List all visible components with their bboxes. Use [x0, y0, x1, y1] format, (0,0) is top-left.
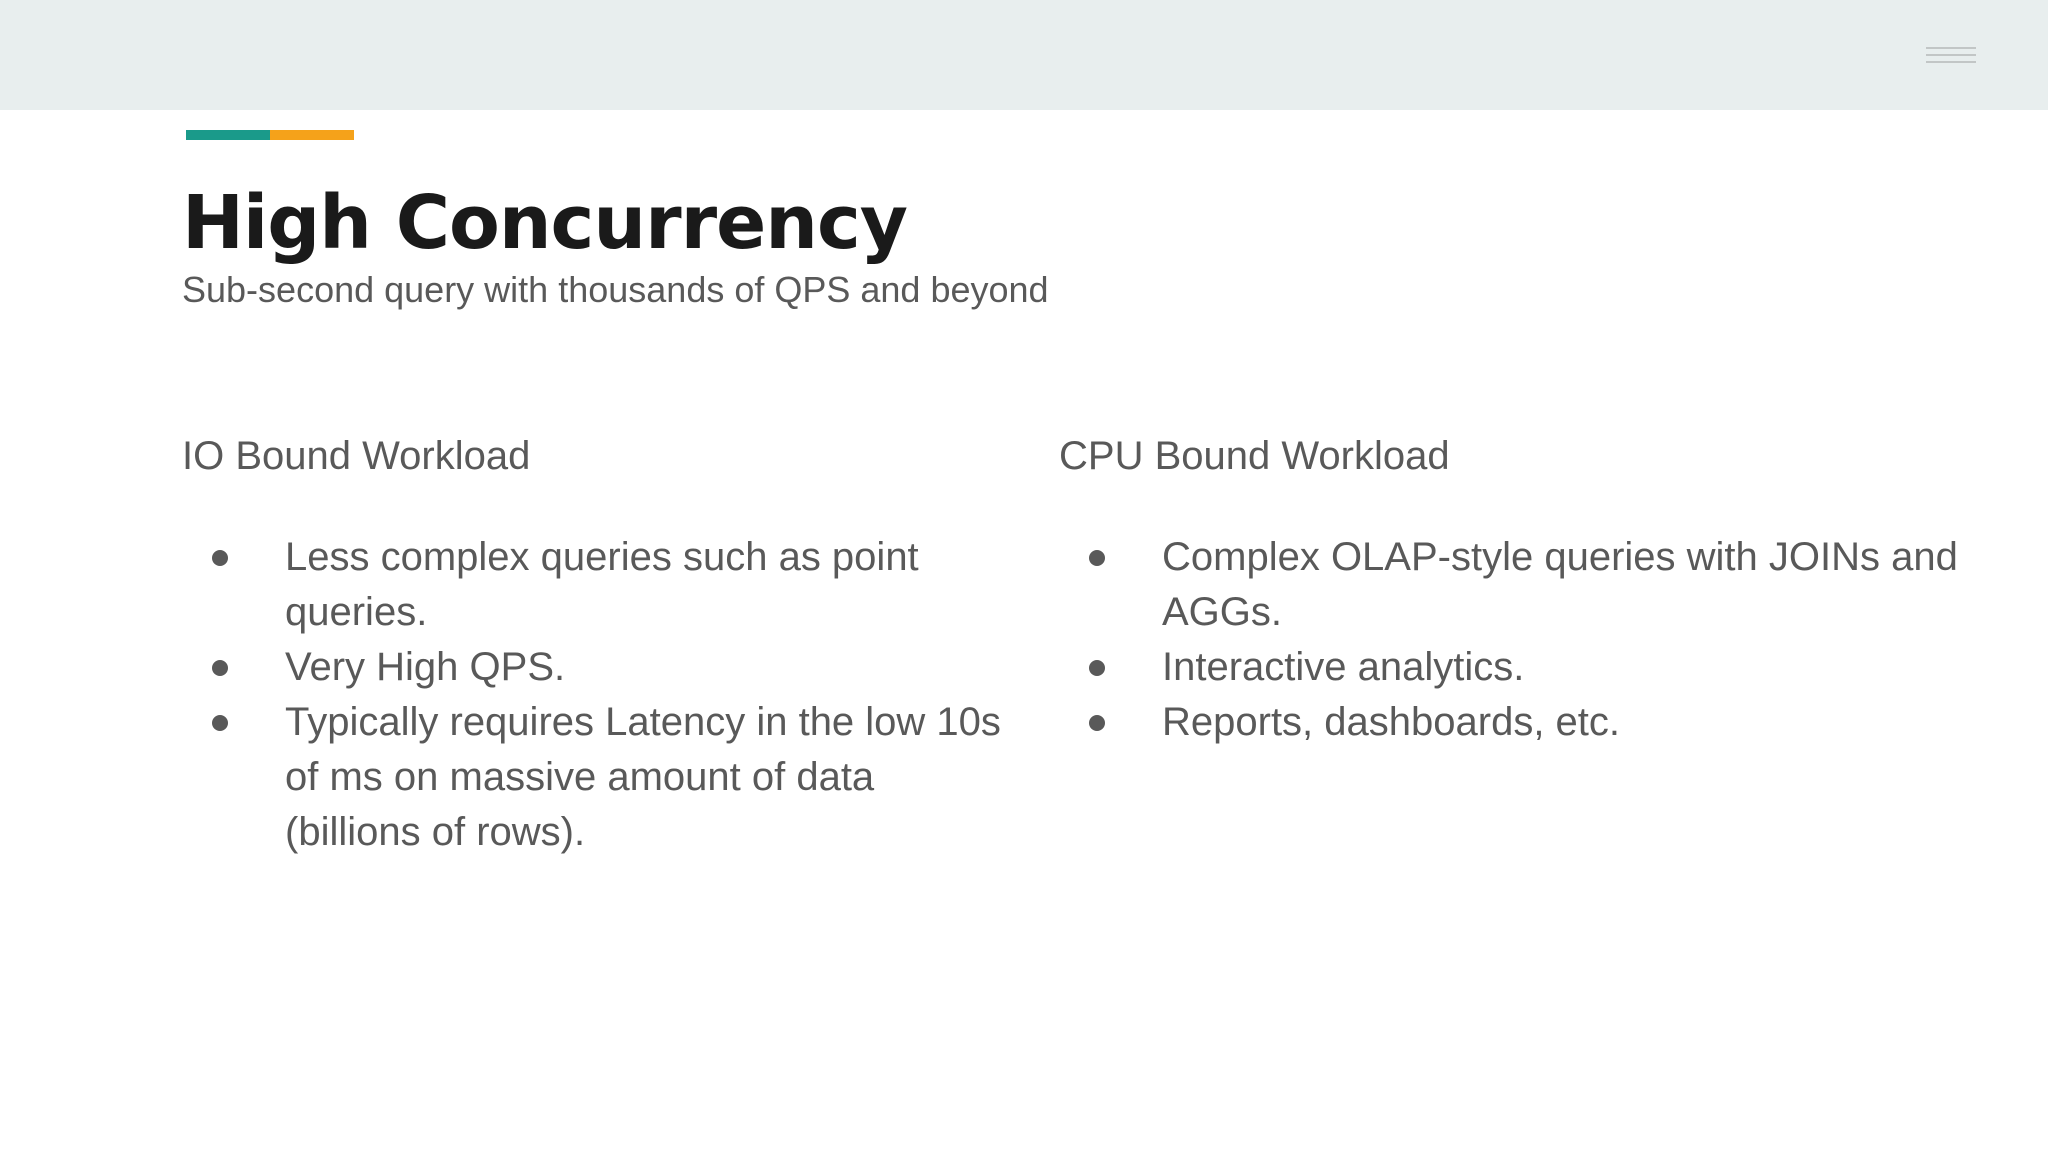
- hamburger-line: [1926, 61, 1976, 63]
- list-item-text: Typically requires Latency in the low 10s of ms on massive amount of data (billions of rows).: [285, 700, 1001, 854]
- list-item: [182, 695, 1005, 860]
- list-item-text: Complex OLAP-style queries with JOINs and AGGs.: [1162, 535, 1958, 634]
- header-band: [0, 0, 2048, 110]
- hamburger-line: [1926, 47, 1976, 49]
- hamburger-icon[interactable]: [1926, 47, 1976, 63]
- bullet-dot-icon: [212, 550, 228, 566]
- accent-bar: [186, 130, 354, 140]
- list-item: [1059, 640, 1962, 695]
- bullet-dot-icon: [212, 660, 228, 676]
- bullet-dot-icon: [212, 715, 228, 731]
- list-item: [182, 640, 1005, 695]
- slide-title: High Concurrency: [182, 180, 908, 266]
- bullet-dot-icon: [1089, 660, 1105, 676]
- list-item-text: Interactive analytics.: [1162, 645, 1525, 689]
- list-item: [1059, 530, 1962, 640]
- hamburger-line: [1926, 54, 1976, 56]
- io-bound-column: [182, 430, 1022, 854]
- slide-subtitle: Sub-second query with thousands of QPS and beyond: [182, 269, 1049, 310]
- bullet-dot-icon: [1089, 550, 1105, 566]
- list-item-text: Less complex queries such as point queries.: [285, 535, 919, 634]
- list-item-text: Reports, dashboards, etc.: [1162, 700, 1621, 744]
- io-bound-heading: IO Bound Workload: [182, 434, 531, 478]
- accent-bar-teal: [186, 130, 270, 140]
- accent-bar-orange: [270, 130, 354, 140]
- io-bound-list: [182, 530, 1005, 860]
- bullet-dot-icon: [1089, 715, 1105, 731]
- cpu-bound-list: [1059, 530, 1962, 750]
- cpu-bound-heading: CPU Bound Workload: [1059, 434, 1450, 478]
- cpu-bound-column: [1059, 430, 1958, 744]
- list-item-text: Very High QPS.: [285, 645, 566, 689]
- list-item: [1059, 695, 1962, 750]
- list-item: [182, 530, 1005, 640]
